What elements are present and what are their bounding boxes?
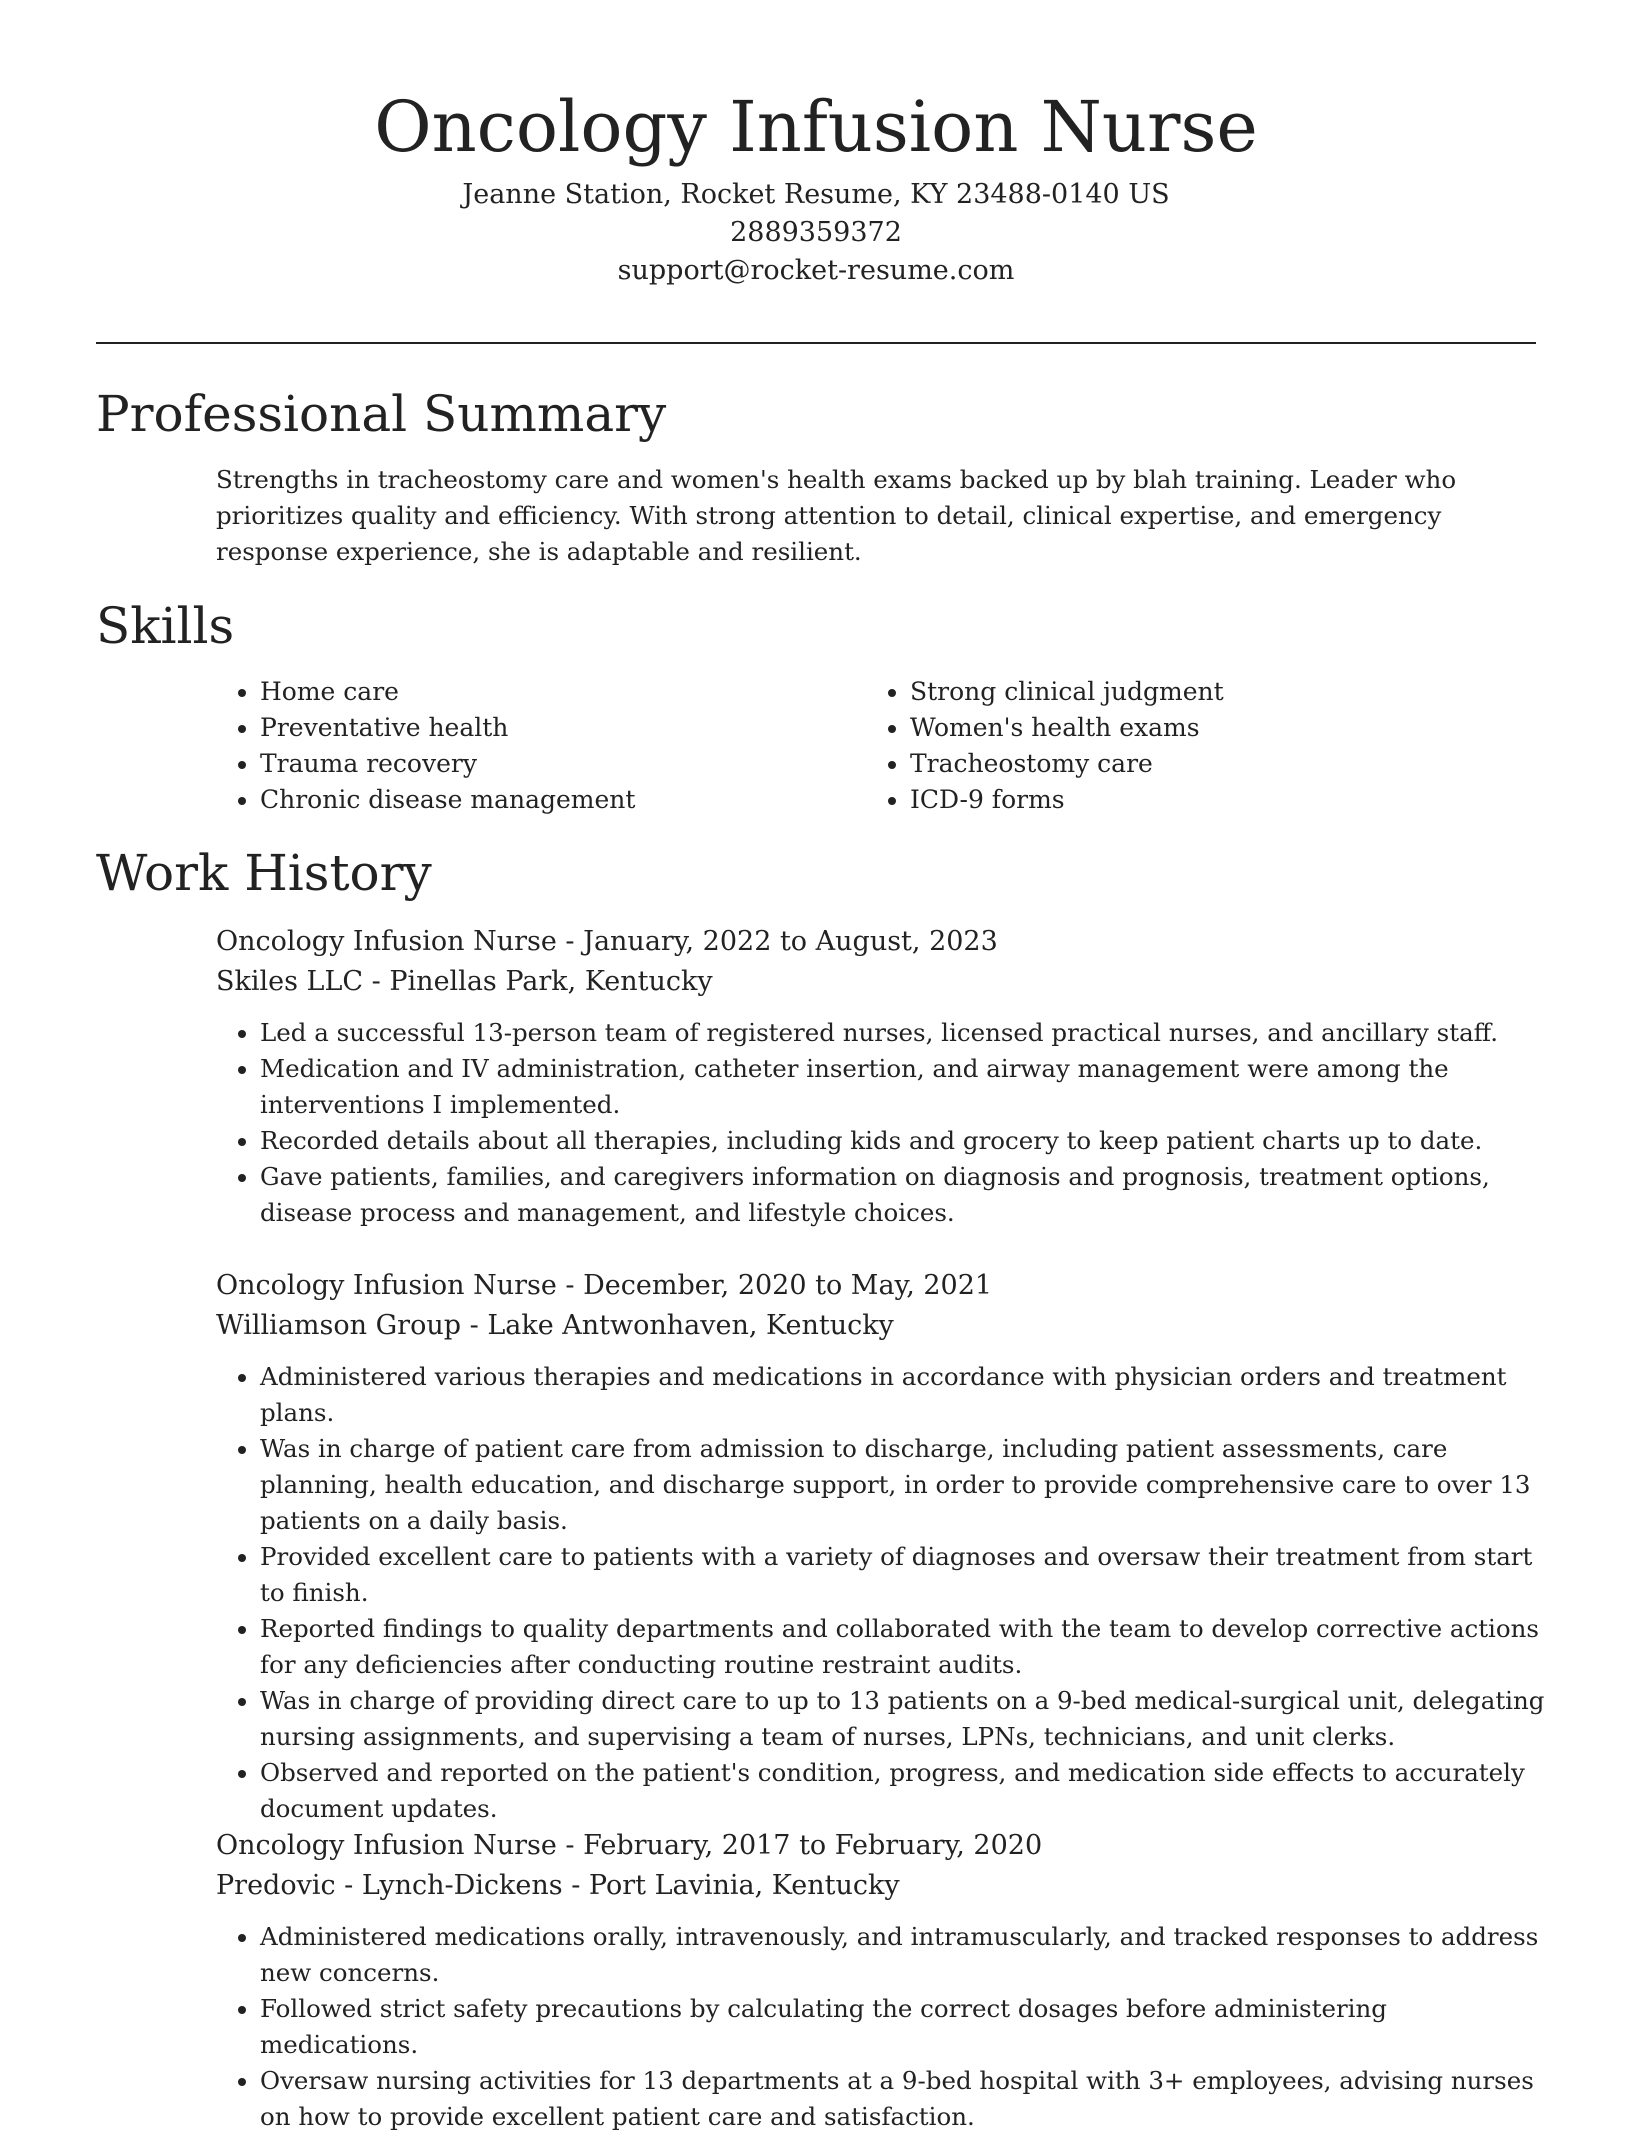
resume-header bbox=[0, 0, 1632, 290]
job-bullet: • Was in charge of providing direct care to up to 13 patients on a 9-bed medical-surgical unit, delegating nursing assignments, and supervising a team of nurses, LPNs, technicians, and unit clerks. bbox=[260, 1683, 1546, 1755]
job-title-line: Oncology Infusion Nurse - February, 2017 to February, 2020 bbox=[216, 1830, 1043, 1861]
job-company: Predovic - Lynch-Dickens bbox=[216, 1870, 563, 1901]
job-entry bbox=[216, 922, 1546, 1231]
job-position: Oncology Infusion Nurse bbox=[216, 1830, 557, 1861]
summary-heading: Professional Summary bbox=[96, 385, 667, 443]
skill-item: • Home care bbox=[260, 674, 635, 710]
skills-list-right bbox=[866, 674, 1224, 818]
job-entry bbox=[216, 1266, 1546, 1827]
job-company: Williamson Group bbox=[216, 1310, 462, 1341]
skill-item: • ICD-9 forms bbox=[910, 782, 1224, 818]
skill-item: • Women's health exams bbox=[910, 710, 1224, 746]
job-bullet: • Medication and IV administration, catheter insertion, and airway management were among the interventions I implemented. bbox=[260, 1051, 1546, 1123]
contact-email: support@rocket-resume.com bbox=[617, 255, 1015, 286]
job-location: Pinellas Park, Kentucky bbox=[389, 966, 713, 997]
job-position: Oncology Infusion Nurse bbox=[216, 926, 557, 957]
contact-address: Jeanne Station, Rocket Resume, KY 23488-0140 US bbox=[462, 179, 1170, 210]
job-bullet: • Reported findings to quality departments and collaborated with the team to develop corrective actions for any deficiencies after conducting routine restraint audits. bbox=[260, 1611, 1546, 1683]
job-entry bbox=[216, 1826, 1546, 2135]
job-bullet: • Gave patients, families, and caregivers information on diagnosis and prognosis, treatment options, disease process and management, and lifestyle choices. bbox=[260, 1159, 1546, 1231]
skill-item: • Preventative health bbox=[260, 710, 635, 746]
skill-item: • Trauma recovery bbox=[260, 746, 635, 782]
job-dates: January, 2022 to August, 2023 bbox=[583, 926, 998, 957]
job-dates: February, 2017 to February, 2020 bbox=[583, 1830, 1043, 1861]
summary-text: Strengths in tracheostomy care and women's health exams backed up by blah training. Leader who prioritizes quality and efficiency. With strong attention to detail, clinical expertise, and emergency response experience, she is adaptable and resilient. bbox=[216, 465, 1457, 566]
job-bullet: • Recorded details about all therapies, including kids and grocery to keep patient charts up to date. bbox=[260, 1123, 1546, 1159]
contact-info bbox=[0, 176, 1632, 290]
job-bullet: • Was in charge of patient care from admission to discharge, including patient assessments, care planning, health education, and discharge support, in order to provide comprehensive care to over 13 patients on a daily basis. bbox=[260, 1431, 1546, 1539]
job-bullets bbox=[216, 1359, 1546, 1827]
job-company-line: Predovic - Lynch-Dickens - Port Lavinia, Kentucky bbox=[216, 1870, 900, 1901]
skills-heading: Skills bbox=[96, 597, 235, 655]
contact-phone: 2889359372 bbox=[730, 217, 902, 248]
job-bullet: • Observed and reported on the patient's condition, progress, and medication side effects to accurately document updates. bbox=[260, 1755, 1546, 1827]
job-bullet: • Followed strict safety precautions by calculating the correct dosages before administering medications. bbox=[260, 1991, 1546, 2063]
header-divider bbox=[96, 342, 1536, 344]
job-bullets bbox=[216, 1919, 1546, 2135]
job-bullet: • Administered medications orally, intravenously, and intramuscularly, and tracked responses to address new concerns. bbox=[260, 1919, 1546, 1991]
skill-item: • Strong clinical judgment bbox=[910, 674, 1224, 710]
resume-name: Oncology Infusion Nurse bbox=[374, 86, 1258, 168]
job-title-line: Oncology Infusion Nurse - January, 2022 to August, 2023 bbox=[216, 926, 998, 957]
job-bullet: • Oversaw nursing activities for 13 departments at a 9-bed hospital with 3+ employees, advising nurses on how to provide excellent patient care and satisfaction. bbox=[260, 2063, 1546, 2135]
job-company: Skiles LLC bbox=[216, 966, 364, 997]
job-bullet: • Provided excellent care to patients with a variety of diagnoses and oversaw their treatment from start to finish. bbox=[260, 1539, 1546, 1611]
skill-item: • Tracheostomy care bbox=[910, 746, 1224, 782]
job-location: Port Lavinia, Kentucky bbox=[588, 1870, 900, 1901]
job-company-line: Williamson Group - Lake Antwonhaven, Kentucky bbox=[216, 1310, 894, 1341]
job-position: Oncology Infusion Nurse bbox=[216, 1270, 557, 1301]
job-title-line: Oncology Infusion Nurse - December, 2020 to May, 2021 bbox=[216, 1270, 993, 1301]
job-company-line: Skiles LLC - Pinellas Park, Kentucky bbox=[216, 966, 713, 997]
job-bullets bbox=[216, 1015, 1546, 1231]
skill-item: • Chronic disease management bbox=[260, 782, 635, 818]
job-bullet: • Led a successful 13-person team of registered nurses, licensed practical nurses, and ancillary staff. bbox=[260, 1015, 1546, 1051]
work-history-heading: Work History bbox=[96, 844, 432, 902]
job-bullet: • Administered various therapies and medications in accordance with physician orders and treatment plans. bbox=[260, 1359, 1546, 1431]
job-location: Lake Antwonhaven, Kentucky bbox=[487, 1310, 894, 1341]
job-dates: December, 2020 to May, 2021 bbox=[583, 1270, 993, 1301]
skills-list-left bbox=[216, 674, 635, 818]
